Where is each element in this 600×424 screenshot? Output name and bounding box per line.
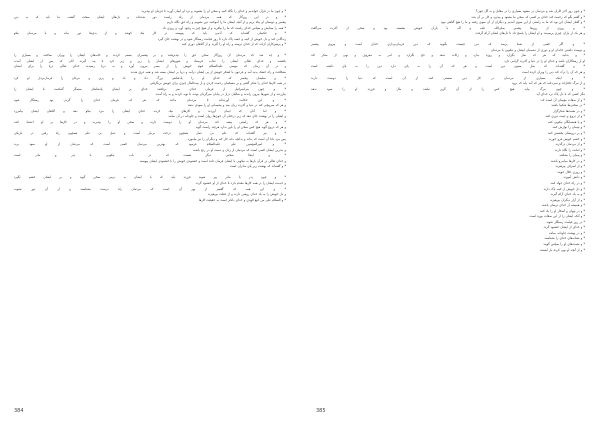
text-line: و از مرگ غافل‌اند و نمی‌دانند که هر که آمد باید که برود xyxy=(511,81,585,86)
text-line: * و به یاد خدای آرام گیرند xyxy=(550,192,585,197)
text-line: * و چه شد که مردمان آن روزگار سخن حق را نپذیرفتند و بر پیغمبران بستم کردند و خانه‌های ایشان را ویران ساختند و بسیاری را xyxy=(14,53,286,58)
text-line: * و نعمت‌های او را سپاس گویند xyxy=(543,241,585,246)
text-line: * در روز قیامت رستگار شوند xyxy=(546,219,585,224)
text-line: * و السلام علی من اتبع الهدی و خدای داناتر است به حقیقت کارها xyxy=(198,197,286,202)
right-page xyxy=(300,0,600,424)
text-line: پس مرد دانا آن است که بداند و بدانچه داند کار کند و دیگران را نیز بیاموزد xyxy=(187,136,286,141)
text-line: * و آنکه ایشان را از این صفات بهره است xyxy=(529,214,585,219)
text-line: و خدمت ایشان را بر همه کارها مقدم دارد تا خدای از او خشنود گردد xyxy=(195,180,286,185)
text-line: * و اگر کسی از شما پرسد که دین چیست بگویید که دین فرمان‌برداری خدای است و پیروی پیغمبر xyxy=(311,42,585,47)
text-line: بیازردند و از شهرها بیرون راندند و سالیان دراز در بیابان سرگردان بودند تا توبه کردند و به راه آمدند xyxy=(155,92,286,97)
text-line: * و امیرالمؤمنین علی علیه‌السلام فرمود که بهترین مردمان کسی است که مردمان از او سود برند xyxy=(14,142,286,147)
text-line: * و چون مرگ بیاید هیچ کس را از آن گریز نباشد و مال و فرزند او را سود ندهد xyxy=(311,86,585,91)
text-line: * و نشانه‌های خدای را بشناسند xyxy=(544,236,585,241)
text-line: * و در این روزگار که همه مردمان از راه راست دور شده‌اند و دل‌های ایشان سخت گشته، ما باید که به دین xyxy=(14,14,286,19)
text-line: * و این حکایت آورده‌اند تا مردمان بدانند که هر که فرمان خدای را گردن نهد رستگار شود xyxy=(14,97,286,102)
text-line: بشکافت و راه خشک پدید آمد و فرعون با لشکر خویش از پی ایشان درآمد و دریا بر ایشان بسته شد و همه غرق شدند xyxy=(130,70,286,75)
text-line: * و از مردمان درگذرند xyxy=(555,142,585,147)
text-line: * و از صفات مؤمنان آن است که: xyxy=(540,97,585,102)
text-line: * و گفته‌اند که نماز ستون دین است و هر که آن را به پای دارد دین را به پای داشته است xyxy=(311,64,585,69)
text-line: * و در نعمت‌ها شکرگزار xyxy=(553,108,585,113)
text-line: * و روزی حلال جویند xyxy=(557,169,585,174)
text-line: * و هر که راستی پیشه کند مردمان او را دوست دارند و سخن او را بپذیرند و در کارها بر او اعتماد کنند xyxy=(14,119,286,124)
text-line: و هر که دروغ گوید هیچ کس سخن او را باور ندارد هرچند راست گوید xyxy=(195,125,286,130)
text-line: * و این همه که گفتیم از بهر آن است که مردمان راه درست بشناسند و از آن دور نشوند xyxy=(14,186,286,191)
text-line: * و از آنچه او نهی کرده باز ایستند xyxy=(539,247,585,252)
text-line: * و از دروغ و غیبت دوری کنند xyxy=(545,114,585,119)
text-line: * و امانت را نگاه دارند xyxy=(554,147,585,152)
text-line: * و گفته‌اند که بهشت زیر پای مادران است xyxy=(229,164,286,169)
text-line: * و خدای از ایشان خشنود گردد xyxy=(543,225,585,230)
right-page-text xyxy=(311,9,585,253)
text-line: * و از آزار دیگران بپرهیزند xyxy=(549,197,585,202)
text-line: * و اینکه بسیاری از مردمان در کار دین سستی کنند از آن است که دنیا را دوست دارند xyxy=(311,75,585,80)
text-line: زندگانی کند و دل خویش از کینه و حسد پاک دارد تا روز قیامت رستگار شود و در بهشت جای گیرد xyxy=(157,36,286,41)
text-line: * و چون ما در قرآن خواندیم و خدای را نگاه کنید و سخن او را بشنوید و نزد او ایمان آورید تا فرمان او بپذیرید xyxy=(141,9,286,13)
text-line: * و دانش آموزند xyxy=(563,175,585,180)
text-line: و هر که سرپیچی کند در دنیا و آخرت زیان بیند و پشیمانی او را سودی ندهد xyxy=(187,103,286,108)
text-line: و هر یک از یاران چیزی پرسیدند و او ایشان را پاسخ داد تا دل‌های ایشان آرام گرفت xyxy=(475,31,585,36)
text-line: * و با همسایگان نیکویی کنند xyxy=(547,119,585,124)
text-line: * و همیشه از خدای ترسان باشند xyxy=(541,203,585,208)
text-line: پیغمبر و دوستان او پناه بریم و از آنچه ایشان ما را آموختند دور نشویم و راه حق نگاه داریم xyxy=(166,20,286,25)
text-line: * و گفتم بگو که رحمت کند خدای بر کسی که سخن ما بشنود و بپذیرد و کار بر آن بندد xyxy=(471,14,585,19)
text-line: او از رستگاران باشد و خدای او را در دنیا و آخرت گرامی دارد xyxy=(504,58,585,63)
text-line: * و اینجا سخنی دیگر هست که در باب نیکویی با پدر و مادر است xyxy=(14,153,286,158)
text-line: * و پرهیزکاران آن‌اند که از خدای ترسند و راه او را گیرند و از گناهان دوری کنند xyxy=(181,42,286,47)
text-line: * و خشم خویش فرو خورند xyxy=(548,136,585,141)
text-line: * و از اسراف بپرهیزند xyxy=(555,164,585,169)
text-line: و دل خویش را به یاد خدای روشن دارند و از غفلت بپرهیزند xyxy=(207,192,286,197)
text-line: در همه کارها خدای را شکر گفتی و بر مسکینان رحمت کردی و از بیت‌المال چیزی برای خویش برنگرفتی xyxy=(149,81,286,86)
text-line: * و دل خویش از کینه پاک دارند xyxy=(543,186,585,191)
text-line: مگر کسی که با دل پاک نزد خدای آید xyxy=(536,92,585,97)
text-line: و هر که آن را ترک کند دین را ویران کرده است xyxy=(522,70,585,75)
text-line: و خدای تعالی در قرآن بارها به نیکویی با ایشان فرمان داده است و خشنودی خویش را با خشنودی ایشان پیوسته xyxy=(139,158,286,163)
text-line: * و حکیمان گفته‌اند که آدمی باید که پیوسته در کار نیک کوشد و از بدی‌ها دور ماند و با مردمان نیکو xyxy=(14,31,286,36)
text-line: * و در کارها میانه‌رو باشند xyxy=(550,158,585,163)
text-line: * و بر درویشان بخشش کنند xyxy=(547,131,585,136)
text-line: * و پیمان را بشکنند xyxy=(559,153,585,158)
text-line: * و روزی از روزها پیغمبر صلی‌الله علیه و آله با یاران خویش نشسته بود و سخن از آخرت می‌گفت xyxy=(311,25,585,30)
text-line: * و در راه خدای جهاد کنند xyxy=(550,180,585,185)
text-line: * و بدانید که هر که نماز بگزارد و روزه بدارد و زکات بدهد و حج بگزارد و امر به معروف و نهی از منکر کند xyxy=(311,53,585,58)
left-page-text xyxy=(14,9,286,203)
left-page-number: 384 xyxy=(14,408,24,414)
text-line: و در آن زمان که موسی علیه‌السلام قوم خویش را از مصر بیرون آورد و به دریا رسیدند خدای تعالی دریا را برای ایشان xyxy=(14,64,286,69)
text-line: * و چون بنی‌اسرائیل از فرمان خدای سر برتافتند خدای بر ایشان پادشاهان ستمگر گماشت تا ایشان را xyxy=(14,86,286,91)
text-line: * در سختی‌ها شکیبا باشند xyxy=(551,103,585,108)
text-line: * و در پنهان و آشکار او را یاد کنند xyxy=(539,208,585,213)
text-line: * و سلیمان پیغمبر که خدای او را پادشاهی بزرگ داد و باد و پری و مرغان را فرمان‌بردار او کرد xyxy=(14,75,286,80)
text-line: و بدترین ایشان کسی است که مردمان از زبان و دست او در رنج باشند xyxy=(192,147,286,152)
text-line: * و گفتار ایشان این بود که ما به راستی از این سوی آمدیم و دیگران از آن سوی رفتند و ما را هیچ گناهی نبود xyxy=(440,20,585,25)
text-line: و ایشان را در بهشت جای دهد که زیر درختان آن جوی‌ها روان است و جاودانه در آن بمانند xyxy=(168,114,286,119)
text-line: * و نیز گفته‌اند که علم بی عمل همچون درخت بی‌بار است و عمل بی علم همچون راه رفتن در تاریکی xyxy=(14,131,286,136)
text-line: و دوست داشتن خاندان او و دوری از دشمنان ایشان و نیکویی با مردمان xyxy=(491,47,585,52)
text-line: * و در بهشت جاودانه بمانند xyxy=(548,230,585,235)
text-line: * و چون روز آخر کاران شد و مردمان در مشهد بسیاری را در مقابل و به گل چون؟ xyxy=(475,9,585,13)
text-line: * و یتیمان را نوازش کنند xyxy=(552,125,585,130)
text-line: * و اما آنان که ایمان آوردند و کارهای نیک کردند خدای ایشان را مزد نیکو دهد و گناهان ایشان بیامرزد xyxy=(14,108,286,113)
text-line: * و چون پدر یا مادر پیر شوند فرزند باید که با ایشان به نرمی سخن گوید و بر ایشان خشم نگیرد xyxy=(14,175,286,180)
text-line: * همه را ستایش و سپاس خدای راست که ما را بیافرید و از هیچ چیز به وجود آورد و روزی داد xyxy=(162,25,286,30)
right-page-number: 385 xyxy=(316,408,326,414)
text-line: بکشتند و خدای تعالی ایشان را عذاب فرستاد و شهرهای ایشان را زیر و زبر کرد تا پند گیرند آنان که پس از ایشان آمدند xyxy=(14,58,286,63)
